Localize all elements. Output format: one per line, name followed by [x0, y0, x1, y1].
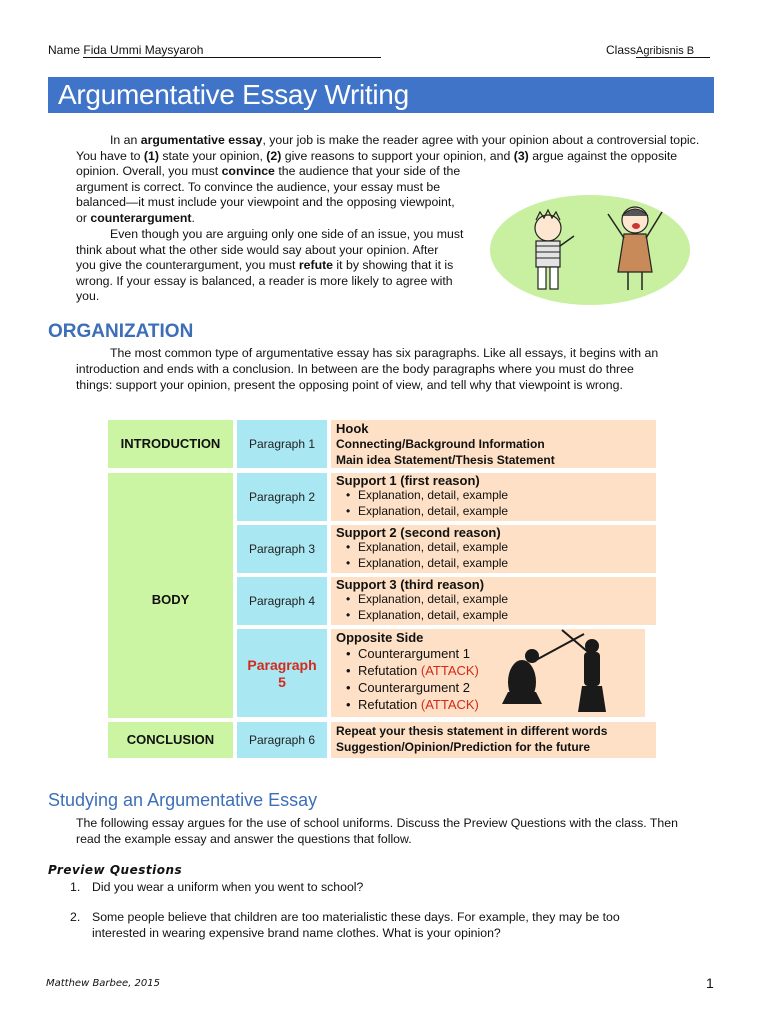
preview-question-2: 2. Some people believe that children are too materialistic these days. For example, they may be too interested in wearing expensive brand name clothes. What is your opinion?: [70, 910, 620, 940]
paragraph-5-label: Paragraph 5: [247, 657, 317, 690]
name-value: Fida Ummi Maysyaroh: [83, 43, 204, 57]
list-item: • Counterargument 2: [346, 680, 471, 695]
list-item: • Explanation, detail, example: [346, 607, 509, 622]
class-value-line: [636, 45, 710, 58]
organization-paragraph: The most common type of argumentative essay has six paragraphs. Like all essays, it begins with an introduction and ends with a conclusion. In between are the body paragraphs where you must do three things: support your opinion, present the opposing point of view, and tell why that viewpoint is wrong.: [76, 346, 659, 392]
name-label: Name: [48, 43, 81, 57]
support-2-content: [331, 525, 656, 573]
paragraph-3-label: Paragraph 3: [248, 542, 316, 556]
conclusion-label: CONCLUSION: [126, 732, 215, 747]
background-info-label: Connecting/Background Information: [336, 437, 545, 451]
paragraph-6-label: Paragraph 6: [248, 733, 316, 747]
support-3-content: [331, 577, 656, 625]
page-title: Argumentative Essay Writing: [58, 79, 409, 110]
paragraph-1-cell: [237, 420, 327, 468]
intro-paragraph-2: Even though you are arguing only one side of an issue, you must think about what the other side would say about your opinion. After you give the counterargument, you must refute it by showing that it is wrong. If your essay is balanced, a reader is more likely to agree with you.: [76, 227, 464, 303]
body-label: BODY: [151, 592, 190, 607]
introduction-content: [331, 420, 656, 468]
hook-label: Hook: [336, 421, 369, 436]
studying-paragraph: The following essay argues for the use of school uniforms. Discuss the Preview Questions with the class. Then read the example essay and answer the questions that follow.: [76, 816, 678, 846]
list-item: • Refutation (ATTACK): [346, 697, 479, 712]
list-item: • Explanation, detail, example: [346, 540, 509, 554]
class-field: [606, 43, 710, 58]
arguing-kids-illustration: [490, 180, 690, 310]
paragraph-4-label: Paragraph 4: [248, 594, 316, 608]
list-item: • Explanation, detail, example: [346, 555, 509, 570]
support-3-label: Support 3 (third reason): [336, 577, 485, 592]
conclusion-line-2: Suggestion/Opinion/Prediction for the future: [336, 740, 590, 754]
thesis-statement-label: Main idea Statement/Thesis Statement: [336, 453, 555, 467]
page-number: 1: [706, 975, 714, 991]
opposite-side-label: Opposite Side: [336, 630, 424, 645]
paragraph-3-cell: [237, 525, 327, 573]
class-value: Agribisnis B: [636, 45, 695, 57]
support-2-label: Support 2 (second reason): [336, 525, 501, 540]
paragraph-1-label: Paragraph 1: [248, 437, 316, 451]
list-item: • Refutation (ATTACK): [346, 663, 479, 678]
fencers-illustration: [492, 622, 612, 717]
list-item: • Explanation, detail, example: [346, 503, 509, 518]
intro-paragraph-1: In an argumentative essay, your job is make the reader agree with your opinion about a controversial topic. You have to (1) state your opinion, (2) give reasons to support your opinion, and (3) argue against the opposite opinion. Overall, you must convince the audience that your side of the argument is correct. To convince the audience, your essay must be balanced—it must include your viewpoint and the opposing viewpoint, or counterargument.: [76, 133, 700, 225]
footer-author: Matthew Barbee, 2015: [46, 978, 161, 989]
organization-heading: ORGANIZATION: [48, 321, 194, 342]
support-1-content: [331, 473, 656, 521]
paragraph-2-cell: [237, 473, 327, 521]
preview-question-1: 1. Did you wear a uniform when you went to school?: [70, 880, 364, 894]
paragraph-2-label: Paragraph 2: [248, 490, 316, 504]
studying-heading: Studying an Argumentative Essay: [48, 790, 318, 810]
class-label: Class: [606, 43, 637, 57]
conclusion-content: [331, 722, 656, 758]
introduction-cell: [108, 420, 233, 468]
name-field: [48, 43, 381, 58]
title-bar: [48, 77, 714, 113]
list-item: • Counterargument 1: [346, 646, 471, 661]
paragraph-5-cell: [237, 629, 327, 717]
introduction-label: INTRODUCTION: [120, 436, 221, 451]
support-1-label: Support 1 (first reason): [336, 473, 480, 488]
paragraph-4-cell: [237, 577, 327, 625]
conclusion-line-1: Repeat your thesis statement in different words: [336, 724, 608, 738]
grass-oval: [490, 195, 690, 305]
body-cell: [108, 473, 233, 718]
preview-questions-heading: Preview Questions: [48, 863, 183, 877]
paragraph-6-cell: [237, 722, 327, 758]
list-item: • Explanation, detail, example: [346, 592, 509, 606]
conclusion-cell: [108, 722, 233, 758]
list-item: • Explanation, detail, example: [346, 488, 509, 502]
name-value-line: [83, 43, 381, 58]
